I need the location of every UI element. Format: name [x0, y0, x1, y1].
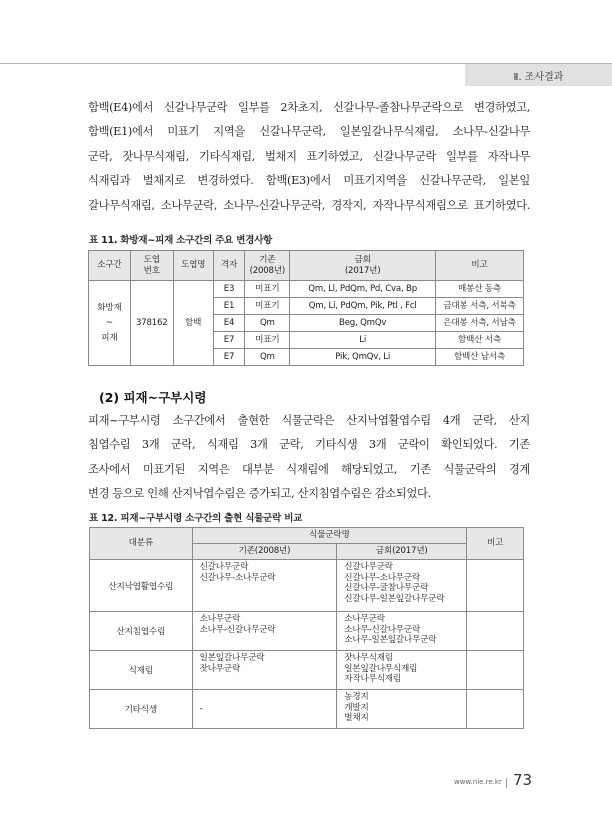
col-header-note: 비고 [467, 528, 524, 560]
community-item: 신갈나무-소나무군락 [344, 572, 421, 583]
paragraph-line: 피재~구부시령 소구간에서 출현한 식물군락은 산지낙엽활엽수림 4개 군락, 산지 [88, 414, 530, 427]
paragraph-line: 함백(E4)에서 신갈나무군락 일부를 2차초지, 신갈나무-졸참나무군락으로 변경하였고, [88, 101, 530, 114]
col-header-grid: 격자 [213, 251, 245, 281]
curr-cell: Beg, QmQv [290, 315, 436, 332]
footer-divider [506, 778, 507, 788]
col-header-prev: 기존(2008년) [192, 544, 337, 560]
note-cell [467, 612, 524, 651]
map-name-cell: 함백 [173, 281, 213, 366]
paragraph-line: 식재림과 벌채지로 변경하였다. 함백(E3)에서 미표기지역을 신갈나무군락, 일본잎 [88, 174, 530, 188]
prev-cell: 미표기 [245, 298, 290, 315]
paragraph-line: 갈나무식재림, 소나무군락, 소나무-신갈나무군락, 경작지, 자작나무식재림으로 표기하였다. [88, 198, 530, 212]
community-item: 신갈나무군락 [199, 562, 249, 572]
table-11 [88, 250, 524, 366]
col-header-group: 식물군락명 [192, 528, 467, 544]
grid-cell: E3 [213, 281, 245, 298]
table-row [90, 612, 524, 651]
grid-cell: E4 [213, 315, 245, 332]
community-item: 잣나무군락 [199, 663, 241, 674]
community-item: 잣나무식재림 [344, 653, 393, 663]
grid-cell: E1 [213, 298, 245, 315]
note-cell [467, 651, 524, 690]
section-subheading: (2) 피재~구부시령 [99, 390, 207, 405]
curr-list-cell [337, 651, 467, 690]
curr-cell: Qm, Ll, PdQm, Pd, Cva, Bp [290, 281, 436, 298]
prev-cell: 미표기 [245, 332, 290, 349]
paragraph-line: 군락, 잣나무식재림, 기타식재림, 벌채지 표기하였고, 신갈나무군락 일부를 자작나무 [88, 149, 530, 163]
community-item: 소나무-신갈나무군락 [199, 624, 276, 635]
community-item: 신갈나무군락 [344, 562, 393, 572]
note-cell: 매봉산 동측 [436, 281, 524, 298]
community-item: 일본잎갈나무식재림 [344, 663, 418, 674]
page-number: 73 [513, 771, 533, 789]
table-row [90, 651, 524, 690]
community-item: 소나무군락 [344, 614, 385, 624]
curr-cell: Li [290, 332, 436, 349]
table-11-caption: 표 11. 화방재~피재 소구간의 주요 변경사항 [89, 235, 273, 246]
col-header-category: 대분류 [90, 528, 193, 560]
curr-cell: Pik, QmQv, Li [290, 349, 436, 366]
note-cell: 금대봉 서측, 서북측 [436, 298, 524, 315]
subsection-cell: 화방재 ~ 피재 [89, 281, 131, 366]
curr-list-cell [337, 690, 467, 729]
category-cell: 식재림 [90, 651, 193, 690]
paragraph-line: 변경 등으로 인해 산지낙엽수림은 증가되고, 산지침엽수림은 감소되었다. [88, 487, 431, 501]
section-tab [465, 64, 612, 86]
col-header-map-no: 도엽 번호 [130, 251, 173, 281]
col-header-map-name: 도엽명 [173, 251, 213, 281]
paragraph-line: 함백(E1)에서 미표기 지역을 신갈나무군락, 일본잎갈나무식재림, 소나무-신갈나무 [88, 125, 530, 139]
col-header-subsection: 소구간 [89, 251, 131, 281]
grid-cell: E7 [213, 349, 245, 366]
community-item: 소나무-일본잎갈나무군락 [344, 635, 437, 645]
community-item: 농경지 [344, 692, 369, 702]
prev-list-cell [192, 560, 337, 612]
curr-list-cell [337, 612, 467, 651]
note-cell [467, 690, 524, 729]
community-item: 소나무-신갈나무군락 [344, 624, 421, 635]
community-item: 신갈나무-일본잎갈나무군락 [344, 593, 445, 604]
col-header-curr: 금회 (2017년) [290, 251, 436, 281]
grid-cell: E7 [213, 332, 245, 349]
curr-list-cell [337, 560, 467, 612]
note-cell: 함백산 서측 [436, 332, 524, 349]
table-row [90, 560, 524, 612]
table-12 [89, 527, 524, 729]
note-cell: 은대봉 서측, 서남측 [436, 315, 524, 332]
community-item: - [199, 703, 203, 714]
paragraph-line: 조사에서 미표기된 지역은 대부분 식재림에 해당되었고, 기존 식물군락의 경계 [88, 462, 530, 476]
paragraph-2 [88, 409, 530, 507]
community-item: 신갈나무-소나무군락 [199, 572, 276, 583]
community-item: 신갈나무-굴참나무군락 [344, 583, 429, 593]
col-header-note: 비고 [436, 251, 524, 281]
community-item: 개발지 [344, 702, 369, 713]
community-item: 일본잎갈나무군락 [199, 653, 265, 663]
paragraph-1 [88, 96, 530, 218]
col-header-curr: 금회(2017년) [337, 544, 467, 560]
prev-list-cell [192, 651, 337, 690]
paragraph-line: 침엽수림 3개 군락, 식재림 3개 군락, 기타식생 3개 군락이 확인되었다. 기존 [88, 438, 530, 452]
prev-list-cell [192, 612, 337, 651]
map-no-cell: 378162 [130, 281, 173, 366]
table-12-caption: 표 12. 피재~구부시령 소구간의 출현 식물군락 비교 [89, 513, 303, 524]
note-cell: 함백산 남서측 [436, 349, 524, 366]
community-item: 벌채지 [344, 713, 369, 723]
category-cell: 기타식생 [90, 690, 193, 729]
prev-cell: Qm [245, 315, 290, 332]
community-item: 소나무군락 [199, 614, 241, 624]
note-cell [467, 560, 524, 612]
community-item: 자작나무식재림 [344, 674, 402, 684]
col-header-prev: 기존 (2008년) [245, 251, 290, 281]
section-title: Ⅱ. 조사결과 [513, 71, 564, 83]
prev-cell: Qm [245, 349, 290, 366]
table-row [90, 690, 524, 729]
category-cell: 산지침엽수림 [90, 612, 193, 651]
prev-list-cell [192, 690, 337, 729]
curr-cell: Qm, Li, PdQm, Pik, Ptl , Fcl [290, 298, 436, 315]
footer-url: www.nie.re.kr [454, 778, 502, 786]
prev-cell: 미표기 [245, 281, 290, 298]
category-cell: 산지낙엽활엽수림 [90, 560, 193, 612]
table-row [89, 281, 524, 298]
